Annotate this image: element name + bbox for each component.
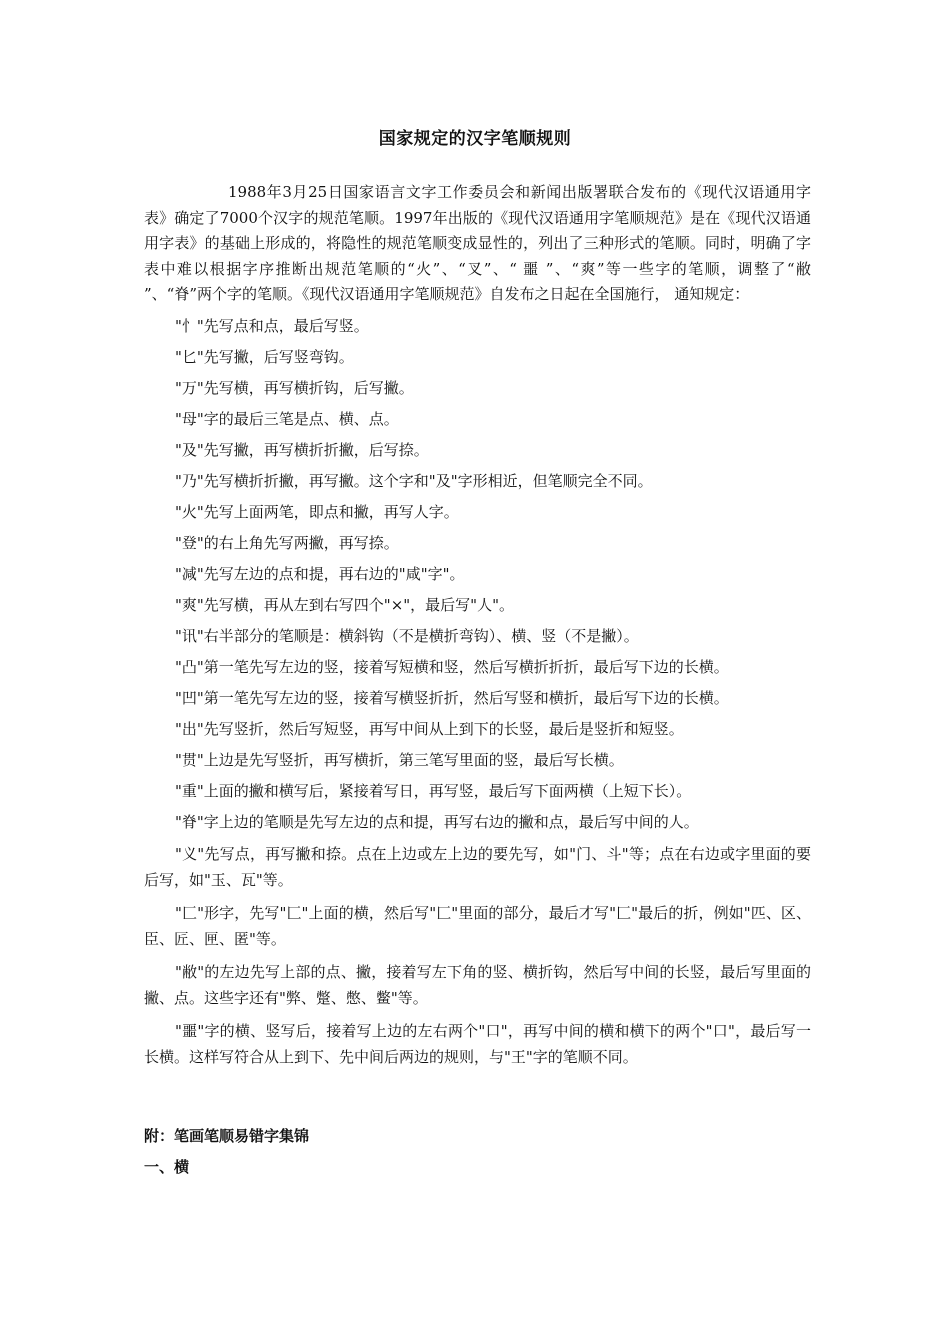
rule-item: "母"字的最后三笔是点、横、点。 (175, 409, 399, 428)
rule-item: "及"先写撇，再写横折折撇，后写捺。 (175, 440, 429, 459)
document-body (144, 180, 811, 1074)
rule-item: "匕"先写撇，后写竖弯钩。 (175, 347, 354, 366)
rule-item: "乃"先写横折折撇，再写撇。这个字和"及"字形相近，但笔顺完全不同。 (175, 471, 653, 490)
rules-list (144, 311, 811, 1074)
rule-item: "凸"第一笔先写左边的竖，接着写短横和竖，然后写横折折折，最后写下边的长横。 (175, 657, 729, 676)
rule-item: "敝"的左边先写上部的点、撇，接着写左下角的竖、横折钩，然后写中间的长竖，最后写里面的撇、点。这些字还有"弊、蹩、憋、鳖"等。 (144, 962, 811, 1007)
rule-item: "减"先写左边的点和提，再右边的"咸"字"。 (175, 564, 465, 583)
rule-item: "讯"右半部分的笔顺是：横斜钩（不是横折弯钩）、横、竖（不是撇）。 (175, 626, 639, 645)
rule-item: "义"先写点，再写撇和捺。点在上边或左上边的要先写，如"门、斗"等；点在右边或字里面的要后写，如"玉、瓦"等。 (144, 844, 811, 889)
rule-item: "火"先写上面两笔，即点和撇，再写人字。 (175, 502, 459, 521)
rule-item: "爽"先写横，再从左到右写四个"×"，最后写"人"。 (175, 595, 514, 614)
appendix-heading: 附：笔画笔顺易错字集锦 (144, 1127, 310, 1145)
rule-item: "出"先写竖折，然后写短竖，再写中间从上到下的长竖，最后是竖折和短竖。 (175, 719, 684, 738)
appendix-section-heading: 一、横 (144, 1158, 190, 1176)
rule-item: "登"的右上角先写两撇，再写捺。 (175, 533, 399, 552)
rule-item: "匚"形字，先写"匚"上面的横，然后写"匚"里面的部分，最后才写"匚"最后的折，例如"匹、区、臣、匠、匣、匿"等。 (144, 903, 811, 948)
rule-item: "脊"字上边的笔顺是先写左边的点和提，再写右边的撇和点，最后写中间的人。 (175, 812, 699, 831)
rule-item: "贯"上边是先写竖折，再写横折，第三笔写里面的竖，最后写长横。 (175, 750, 624, 769)
rule-item: "噩"字的横、竖写后，接着写上边的左右两个"口"，再写中间的横和横下的两个"口"，最后写一长横。这样写符合从上到下、先中间后两边的规则，与"王"字的笔顺不同。 (144, 1021, 811, 1066)
intro-paragraph: 1988年3月25日国家语言文字工作委员会和新闻出版署联合发布的《现代汉语通用字表》确定了7000个汉字的规范笔顺。1997年出版的《现代汉语通用字笔顺规范》是在《现代汉语通用字表》的基础上形成的，将隐性的规范笔顺变成显性的，列出了三种形式的笔顺。同时，明确了字表中难以根据字序推断出规范笔顺的“火”、“叉”、“ 噩 ”、“爽”等一些字的笔顺，调整了“敝 ”、“脊”两个字的笔顺。《现代汉语通用字笔顺规范》自发布之日起在全国施行， 通知规定： (144, 183, 811, 304)
rule-item: "忄"先写点和点，最后写竖。 (175, 316, 369, 335)
rule-item: "重"上面的撇和横写后，紧接着写日，再写竖，最后写下面两横（上短下长）。 (175, 781, 692, 800)
page-title: 国家规定的汉字笔顺规则 (378, 129, 572, 149)
rule-item: "凹"第一笔先写左边的竖，接着写横竖折折，然后写竖和横折，最后写下边的长横。 (175, 688, 729, 707)
rule-item: "万"先写横，再写横折钩，后写撇。 (175, 378, 414, 397)
